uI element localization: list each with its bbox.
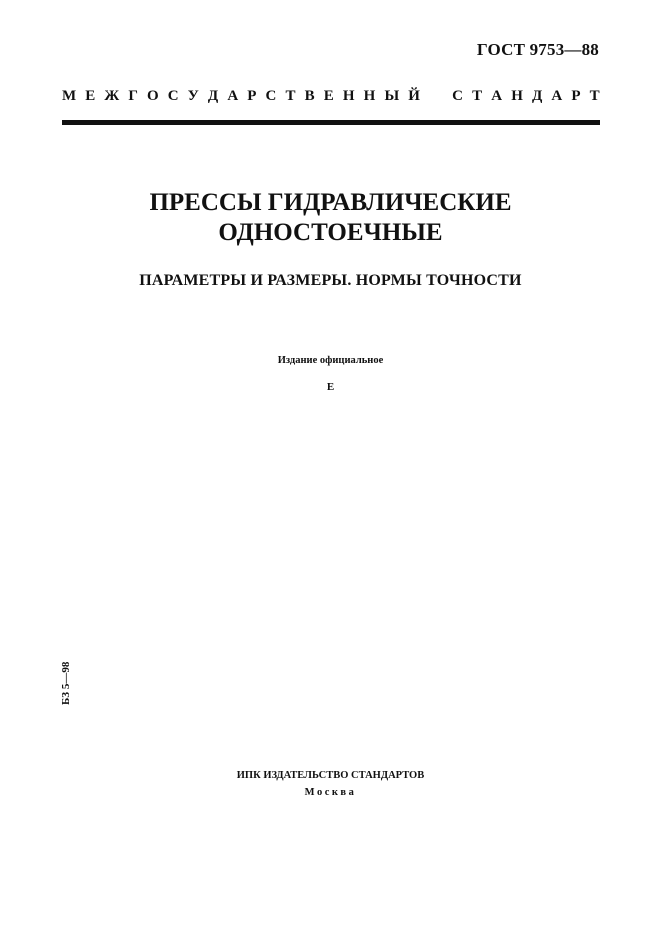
- heading-letter: Д: [207, 88, 219, 104]
- heading-letter: Н: [511, 88, 523, 104]
- heading-space: [429, 88, 443, 105]
- title-line-2: ОДНОСТОЕЧНЫЕ: [218, 219, 443, 246]
- edition-mark: Е: [326, 381, 335, 393]
- heading-letter: Т: [589, 88, 600, 104]
- catalog-code: БЗ 5—98: [60, 661, 72, 705]
- heading-letter: Й: [408, 88, 420, 104]
- edition-label: Издание официальное: [277, 355, 384, 366]
- heading-letter: В: [304, 88, 315, 104]
- heading-letter: Ы: [384, 88, 400, 104]
- heading-letter: А: [227, 88, 239, 104]
- title-line-1: ПРЕССЫ ГИДРАВЛИЧЕСКИЕ: [149, 189, 512, 216]
- heading-letter: М: [62, 88, 77, 104]
- heading-letter: А: [491, 88, 503, 104]
- publisher-name: ИПК ИЗДАТЕЛЬСТВО СТАНДАРТОВ: [236, 770, 425, 781]
- heading-letter: С: [452, 88, 464, 104]
- heading-letter: Н: [363, 88, 376, 104]
- heading-letter: Т: [285, 88, 296, 104]
- document-number: ГОСТ 9753—88: [476, 40, 599, 59]
- heading-letter: Р: [571, 88, 581, 104]
- heading-letter: С: [265, 88, 277, 104]
- heading-letter: Р: [247, 88, 257, 104]
- heading-letter: У: [187, 88, 199, 104]
- heading-letter: О: [147, 88, 159, 104]
- heading-letter: Ж: [104, 88, 120, 104]
- heading-letter: Д: [531, 88, 543, 104]
- heading-letter: Е: [323, 88, 334, 104]
- heading-letter: Н: [342, 88, 355, 104]
- heading-letter: Е: [85, 88, 96, 104]
- heading-letter: Т: [472, 88, 483, 104]
- publisher-city: Москва: [304, 787, 357, 798]
- document-title: [0, 188, 661, 248]
- document-subtitle: ПАРАМЕТРЫ И РАЗМЕРЫ. НОРМЫ ТОЧНОСТИ: [139, 272, 522, 289]
- heading-letter: С: [167, 88, 179, 104]
- standard-type-heading: [62, 88, 600, 105]
- header-rule: [62, 120, 600, 125]
- heading-letter: Г: [128, 88, 138, 104]
- heading-letter: А: [551, 88, 563, 104]
